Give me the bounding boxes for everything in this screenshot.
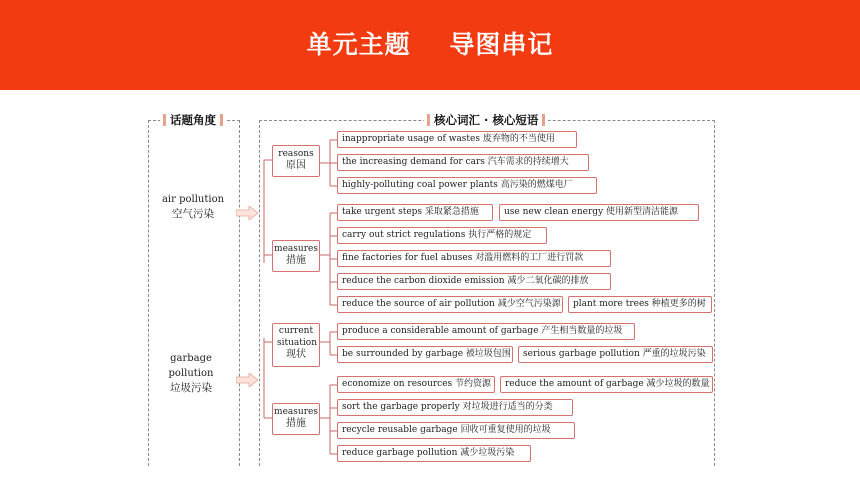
category-en: measures <box>274 244 318 254</box>
phrase-item: inappropriate usage of wastes 废弃物的不当使用 <box>337 131 577 148</box>
category-reasons <box>272 145 320 177</box>
topic-garbage-pollution <box>148 351 234 396</box>
topic-air-pollution <box>148 192 238 222</box>
phrase-item: the increasing demand for cars 汽车需求的持续增大 <box>337 154 589 171</box>
phrase-item: reduce the carbon dioxide emission 减少二氧化碳的排放 <box>337 273 611 290</box>
phrase-item: reduce the source of air pollution 减少空气污染源 <box>337 296 563 313</box>
category-measures <box>272 240 320 272</box>
arrow-right-icon <box>236 373 258 387</box>
phrase-item: fine factories for fuel abuses 对滥用燃料的工厂进行罚款 <box>337 250 611 267</box>
category-zh: 措施 <box>286 255 306 266</box>
topic-zh: 空气污染 <box>172 208 214 220</box>
phrase-item: take urgent steps 采取紧急措施 <box>337 204 493 221</box>
phrase-item: sort the garbage properly 对垃圾进行适当的分类 <box>337 399 573 416</box>
topic-zh: 垃圾污染 <box>170 382 212 394</box>
topic-en: air pollution <box>161 194 225 205</box>
phrase-item: produce a considerable amount of garbage 产生相当数量的垃圾 <box>337 323 635 340</box>
category-zh: 现状 <box>286 349 306 360</box>
topic-en: garbage pollution <box>168 353 214 379</box>
page-title: 单元主题 导图串记 <box>306 30 554 59</box>
category-en: reasons <box>278 149 314 159</box>
category-zh: 措施 <box>286 418 306 429</box>
category-zh: 原因 <box>286 160 306 171</box>
phrase-item: plant more trees 种植更多的树 <box>568 296 712 313</box>
category-en: measures <box>274 407 318 417</box>
category-current-situation <box>272 323 320 367</box>
phrase-item: economize on resources 节约资源 <box>337 376 495 393</box>
topic-angle-label: 话题角度 <box>170 113 216 127</box>
phrase-item: be surrounded by garbage 被垃圾包围 <box>337 346 513 363</box>
phrase-item: carry out strict regulations 执行严格的规定 <box>337 227 547 244</box>
core-vocabulary-label: 核心词汇 · 核心短语 <box>434 113 539 127</box>
category-en: current situation <box>277 326 317 348</box>
phrase-item: highly-polluting coal power plants 高污染的燃煤电厂 <box>337 177 597 194</box>
arrow-right-icon <box>236 206 258 220</box>
phrase-item: reduce the amount of garbage 减少垃圾的数量 <box>500 376 713 393</box>
phrase-item: reduce garbage pollution 减少垃圾污染 <box>337 445 531 462</box>
phrase-item: serious garbage pollution 严重的垃圾污染 <box>518 346 713 363</box>
phrase-item: recycle reusable garbage 回收可重复使用的垃圾 <box>337 422 575 439</box>
phrase-item: use new clean energy 使用新型清洁能源 <box>499 204 699 221</box>
category-measures <box>272 403 320 435</box>
